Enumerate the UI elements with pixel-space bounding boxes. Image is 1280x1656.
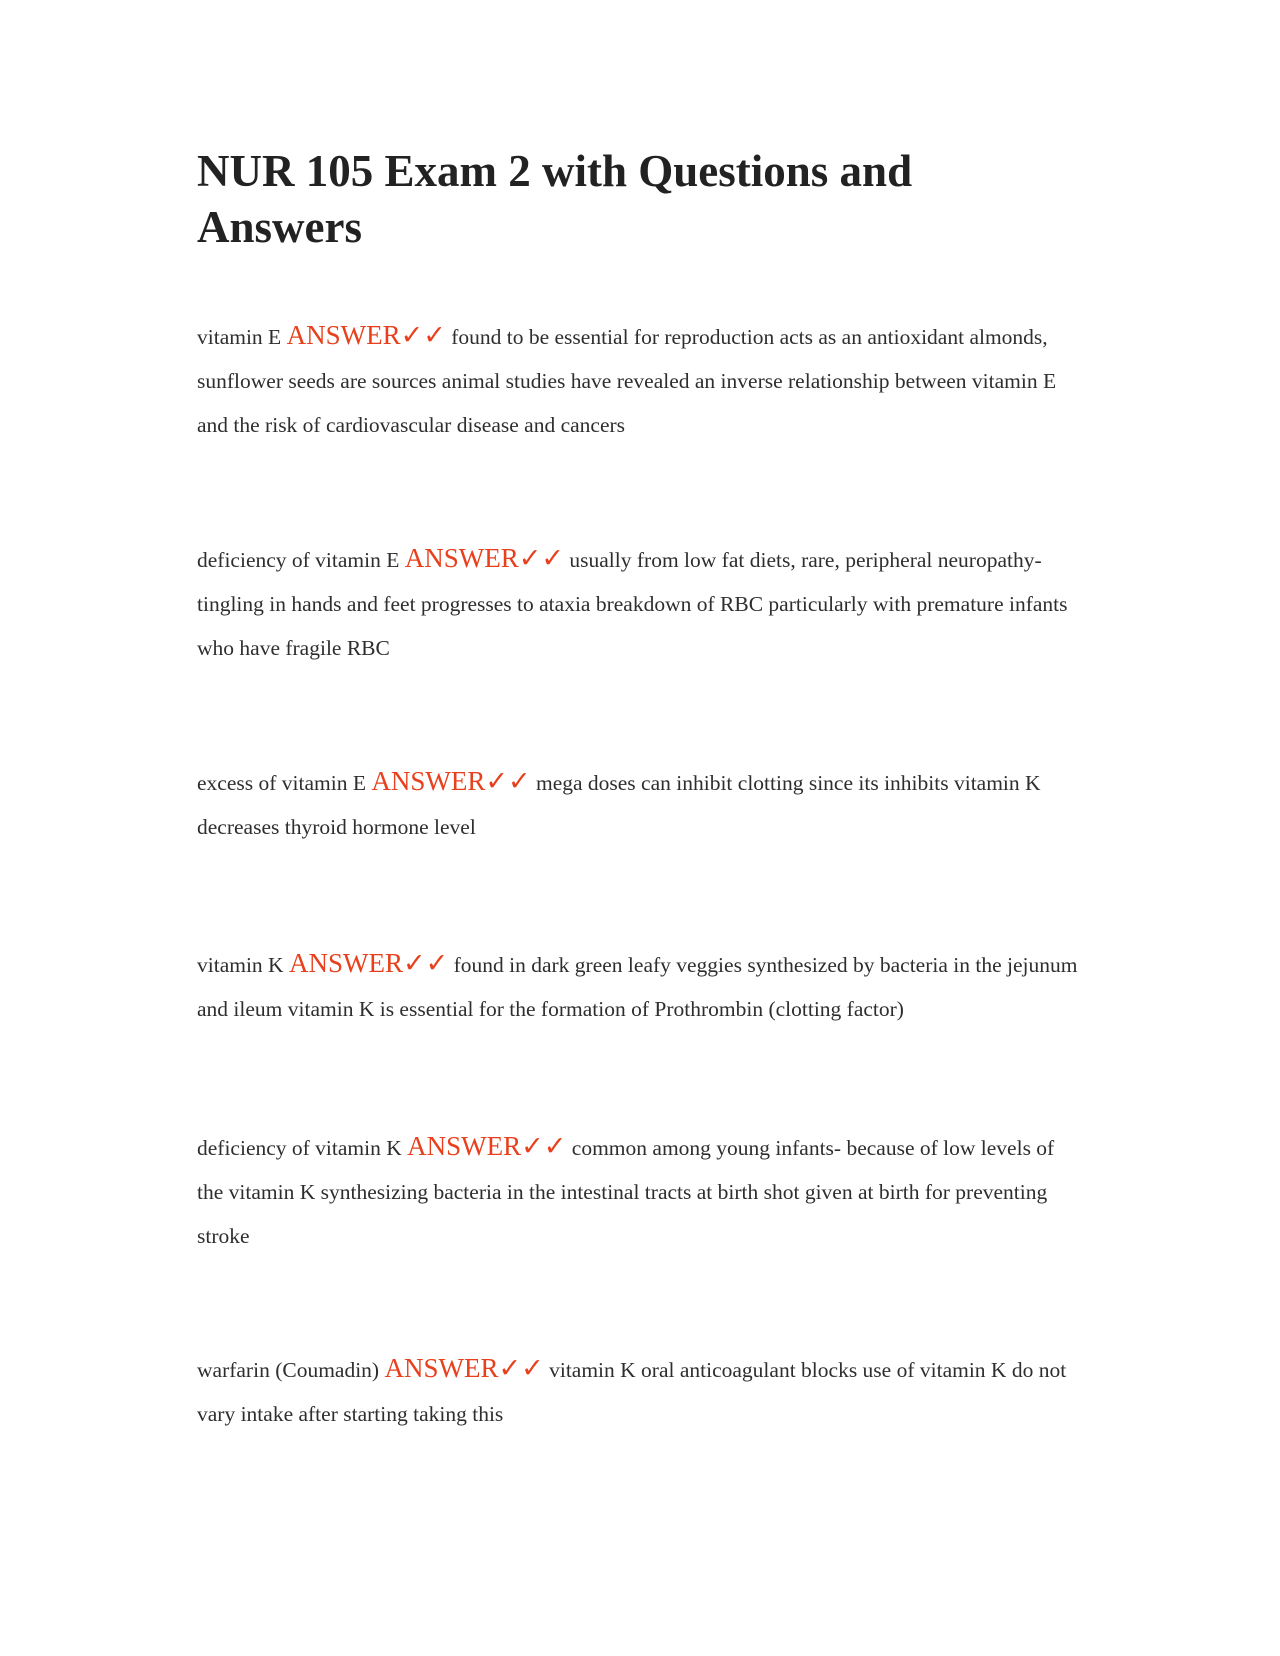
- qa-entry: [197, 1346, 1082, 1436]
- question-term: warfarin (Coumadin): [197, 1358, 380, 1382]
- document-title: NUR 105 Exam 2 with Questions and Answers: [197, 146, 913, 252]
- question-term: vitamin E: [197, 325, 282, 349]
- qa-entry: [197, 759, 1082, 849]
- answer-text: found to be essential for reproduction acts as an antioxidant almonds, sunflower seeds are sources animal studies have revealed an inverse relationship between vitamin E and the risk of cardiovascular disease and cancers: [197, 325, 1057, 437]
- answer-marker: ANSWER✓✓: [384, 1353, 544, 1383]
- qa-entry: [197, 941, 1082, 1031]
- answer-text: vitamin K oral anticoagulant blocks use of vitamin K do not vary intake after starting taking this: [197, 1358, 1067, 1426]
- question-term: deficiency of vitamin K: [197, 1136, 402, 1160]
- answer-text: usually from low fat diets, rare, peripheral neuropathy- tingling in hands and feet progresses to ataxia breakdown of RBC particularly with premature infants who have fragile RBC: [197, 548, 1068, 660]
- answer-text: common among young infants- because of low levels of the vitamin K synthesizing bacteria in the intestinal tracts at birth shot given at birth for preventing stroke: [197, 1136, 1055, 1248]
- answer-text: mega doses can inhibit clotting since its inhibits vitamin K decreases thyroid hormone level: [197, 771, 1041, 839]
- answer-marker: ANSWER✓✓: [404, 543, 565, 573]
- question-term: vitamin K: [197, 953, 284, 977]
- question-term: deficiency of vitamin E: [197, 548, 400, 572]
- answer-marker: ANSWER✓✓: [288, 948, 449, 978]
- qa-entry: [197, 1124, 1082, 1258]
- qa-entry: [197, 536, 1082, 670]
- qa-entry: [197, 313, 1082, 447]
- answer-marker: ANSWER✓✓: [371, 766, 531, 796]
- answer-marker: ANSWER✓✓: [286, 320, 446, 350]
- question-term: excess of vitamin E: [197, 771, 366, 795]
- answer-marker: ANSWER✓✓: [407, 1131, 567, 1161]
- answer-text: found in dark green leafy veggies synthesized by bacteria in the jejunum and ileum vitamin K is essential for the formation of Prothrombin (clotting factor): [197, 953, 1078, 1021]
